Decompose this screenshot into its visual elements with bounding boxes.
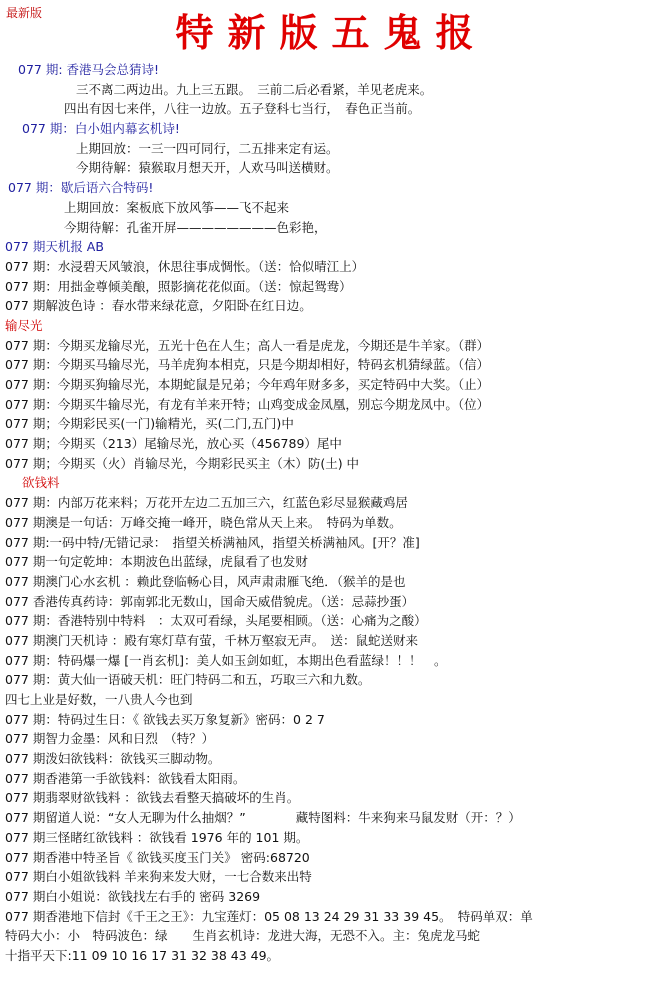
text-line: 077 期一句定乾坤：本期波色出蓝绿，虎鼠看了也发财 <box>5 554 308 570</box>
text-line: 077 期智力金墨：风和日烈 （特？） <box>5 731 215 747</box>
text-line: 077 期：香港特别中特料 ：太双可看绿，头尾要相顾。（送：心痛为之酸） <box>5 613 427 629</box>
text-line: 077 期：用拙金尊倾美酿，照影摘花花似面。（送：惊起鸳鸯） <box>5 278 352 294</box>
text-line: 十指平天下:11 09 10 16 17 31 32 38 43 49。 <box>5 947 280 963</box>
text-line: 077 期天机报 AB <box>5 239 104 255</box>
text-line: 077 期三怪睹红欲钱料 ：欲钱看 1976 年的 101 期。 <box>5 829 309 845</box>
text-line: 077 期：今期买狗输尽光，本期蛇鼠是兄弟；今年鸡年财多多，买定特码中大奖。（止） <box>5 377 490 392</box>
text-line: 三不离二两边出。九上三五跟。 三前二后必看紧，羊见老虎来。 <box>76 81 433 97</box>
text-line: 077 期翡翠财欲钱料 ：欲钱去看整天搞破坏的生肖。 <box>5 790 300 806</box>
text-line: 077 期香港地下信封《千王之王》：九宝莲灯：05 08 13 24 29 31 33 39 45。 特码单双：单 <box>5 908 533 924</box>
text-line: 今期待解：猿猴取月想天开，人欢马叫送横财。 <box>76 160 339 176</box>
text-line: 今期待解：孔雀开屏————————色彩艳， <box>64 219 327 235</box>
text-line: 077 期: 香港马会总猜诗! <box>18 62 160 77</box>
text-line: 077 期香港中特圣旨《 欲钱买度玉门关》 密码:68720 <box>5 849 310 865</box>
text-line: 四七上业是好数，一八贵人今也到 <box>5 692 193 707</box>
text-line: 077 期白小姐欲钱料 羊来狗来发大财，一七合数来出特 <box>5 869 312 885</box>
page-title: 特新版五鬼报 <box>175 10 488 55</box>
text-line: 077 期澳门天机诗 ：殿有寒灯草有萤，千林万壑寂无声。 送：鼠蛇送财来 <box>5 632 419 648</box>
text-line: 077 期；今期买（火）肖输尽光，今期彩民买主（木）防(土) 中 <box>5 455 360 471</box>
text-line: 077 期：今期买牛输尽光，有龙有羊来开特；山鸡变成金凤凰，别忘今期龙凤中。（位） <box>5 396 490 412</box>
text-line: 077 香港传真药诗：郭南郭北无数山，国命天威借貌虎。（送：忌蒜抄蛋） <box>5 593 415 609</box>
text-line: 077 期：黄大仙一语破天机：旺门特码二和五，巧取三六和九数。 <box>5 672 371 688</box>
text-line: 077 期：特码爆一爆 [一肖玄机]：美人如玉剑如虹，本期出色看蓝绿！！！ 。 <box>5 652 447 668</box>
text-line: 077 期白小姐说：欲钱找左右手的 密码 3269 <box>5 888 261 904</box>
document-body <box>0 60 663 966</box>
section-heading: 欲钱料 <box>22 475 60 491</box>
version-badge: 最新版 <box>6 6 43 20</box>
text-line: 上期回放：案板底下放风筝——飞不起来 <box>64 199 290 215</box>
text-line: 077 期；今期买（213）尾输尽光，放心买（456789）尾中 <box>5 436 342 452</box>
text-line: 特码大小：小 特码波色：绿 生肖玄机诗：龙进大海，无恐不入。主：兔虎龙马蛇 <box>5 928 481 944</box>
text-line: 077 期香港第一手欲钱料：欲钱看太阳雨。 <box>5 770 246 786</box>
text-line: 077 期；今期彩民买(一门)输精光，买(二门,五门)中 <box>5 416 294 432</box>
text-line: 077 期澳是一句话：万峰交掩一峰开，晓色常从天上来。 特码为单数。 <box>5 514 402 530</box>
text-line: 077 期：白小姐内幕玄机诗! <box>22 121 180 137</box>
text-line: 077 期留道人说：“女人无聊为什么抽烟？” 藏特图料：牛来狗来马鼠发财（开：？） <box>5 810 521 826</box>
text-line: 077 期：今期买马输尽光，马羊虎狗本相克，只是今期却相好，特码玄机猜绿蓝。（信） <box>5 357 490 373</box>
text-line: 077 期：内部万花来料；万花开左边二五加三六，红蓝色彩尽显猴藏鸡居 <box>5 495 408 511</box>
text-line: 四出有因七来伴，八往一边放。五子登科七当行， 春色正当前。 <box>64 101 421 117</box>
text-line: 077 期解波色诗 ：春水带来绿花意，夕阳卧在红日边。 <box>5 298 312 314</box>
text-line: 077 期:一码中特/无错记录： 指望关桥满袖风，指望关桥满袖风。[开？准] <box>5 534 420 550</box>
text-line: 077 期：歇后语六合特码! <box>8 180 154 196</box>
text-line: 上期回放：一三一四可同行，二五排来定有运。 <box>76 140 339 156</box>
section-heading: 输尽光 <box>5 317 43 333</box>
text-line: 077 期澳门心水玄机 ：赖此登临畅心目，风声肃肃雁飞绝．（猴羊的是也 <box>5 573 406 589</box>
text-line: 077 期：水浸碧天风皱浪，休思往事成惆怅。（送：恰似晴江上） <box>5 258 365 274</box>
text-line: 077 期：特码过生日：《 欲钱去买万象复新》密码：0 2 7 <box>5 711 325 727</box>
text-line: 077 期：今期买龙输尽光，五光十色在人生；高人一看是虎龙，今期还是牛羊家。（群） <box>5 337 490 353</box>
text-line: 077 期泼妇欲钱料：欲钱买三脚动物。 <box>5 751 221 767</box>
